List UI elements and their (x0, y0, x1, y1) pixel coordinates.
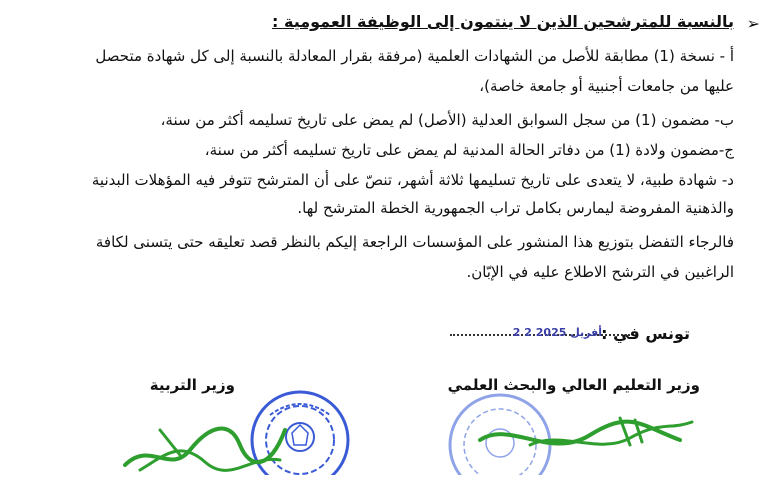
closing-paragraph-line-2: الراغبين في الترشح الاطلاع عليه في الإبّان. (466, 263, 734, 281)
section-heading: بالنسبة للمترشحين الذين لا ينتمون إلى الوظيفة العمومية : (272, 12, 734, 31)
item-a-line-2: عليها من جامعات أجنبية أو جامعة خاصة)، (479, 77, 734, 95)
date-stamp: 2 2 أفريل 2025 (512, 326, 602, 339)
date-line (430, 324, 690, 348)
item-b: ب- مضمون (1) من سجل السوابق العدلية (الأصل) لم يمض على تاريخ تسليمه أكثر من سنة، (160, 111, 734, 129)
item-c: ج-مضمون ولادة (1) من دفاتر الحالة المدنية لم يمض على تاريخ تسليمه أكثر من سنة، (204, 141, 734, 159)
signatory-left: وزير التربية (149, 376, 235, 394)
right-minister-signature (470, 400, 700, 470)
date-label: تونس في : (601, 324, 690, 343)
closing-paragraph-line-1: فالرجاء التفضل بتوزيع هذا المنشور على المؤسسات الراجعة إليكم بالنظر قصد تعليقه حتى يتسنى لكافة (95, 233, 734, 251)
cropped-previous-line (120, 0, 720, 6)
signatory-right: وزير التعليم العالي والبحث العلمي (447, 376, 700, 394)
left-minister-signature (120, 400, 290, 480)
bullet-arrow-icon: ➢ (746, 14, 760, 33)
item-d-line-1: د- شهادة طبية، لا يتعدى على تاريخ تسليمها ثلاثة أشهر، تنصّ على أن المترشح تتوفر فيه المؤهلات البدنية (91, 171, 734, 189)
item-d-line-2: والذهنية المفروضة ليمارس بكامل تراب الجمهورية الخطة المترشح لها. (297, 199, 734, 217)
item-a-line-1: أ - نسخة (1) مطابقة للأصل من الشهادات العلمية (مرفقة بقرار المعادلة بالنسبة إلى كل شهادة متحصل (95, 47, 734, 65)
